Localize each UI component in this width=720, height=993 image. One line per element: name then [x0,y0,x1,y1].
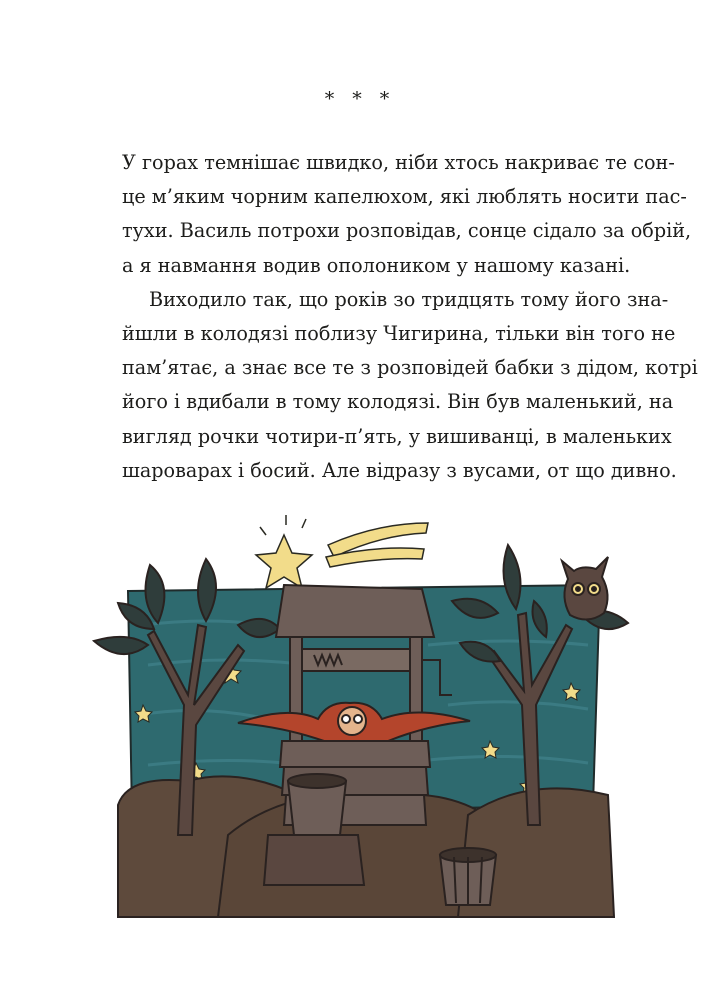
well-illustration [88,505,644,920]
owl-icon [562,557,608,620]
section-separator: * * * [324,88,396,110]
text-line: шароварах і босий. Але відразу з вусами, от що дивно. [122,458,677,482]
star-icon [256,535,312,588]
text-line: тухи. Василь потрохи розповідав, сонце сідало за обрій, [122,219,692,243]
body-text [122,146,698,488]
text-line: вигляд рочки чотири-п’ять, у вишиванці, в маленьких [122,424,672,448]
text-line: йшли в колодязі поблизу Чигирина, тільки він того не [122,322,676,346]
text-line: пам’ятає, а знає все те з розповідей бабки з дідом, котрі [122,356,698,380]
shooting-star [256,515,428,588]
text-line: це м’яким чорним капелюхом, які люблять носити пас- [122,185,687,209]
bucket [440,848,496,905]
text-line: Виходило так, що років зо тридцять тому його зна- [149,287,669,311]
paragraph-1 [122,146,692,283]
text-line: його і вдибали в тому колодязі. Він був маленький, на [122,390,674,414]
paragraph-2 [122,283,698,488]
text-line: а я навмання водив ополоником у нашому казані. [122,253,631,277]
text-line: У горах темнішає швидко, ніби хтось накриває те сон- [122,151,675,174]
